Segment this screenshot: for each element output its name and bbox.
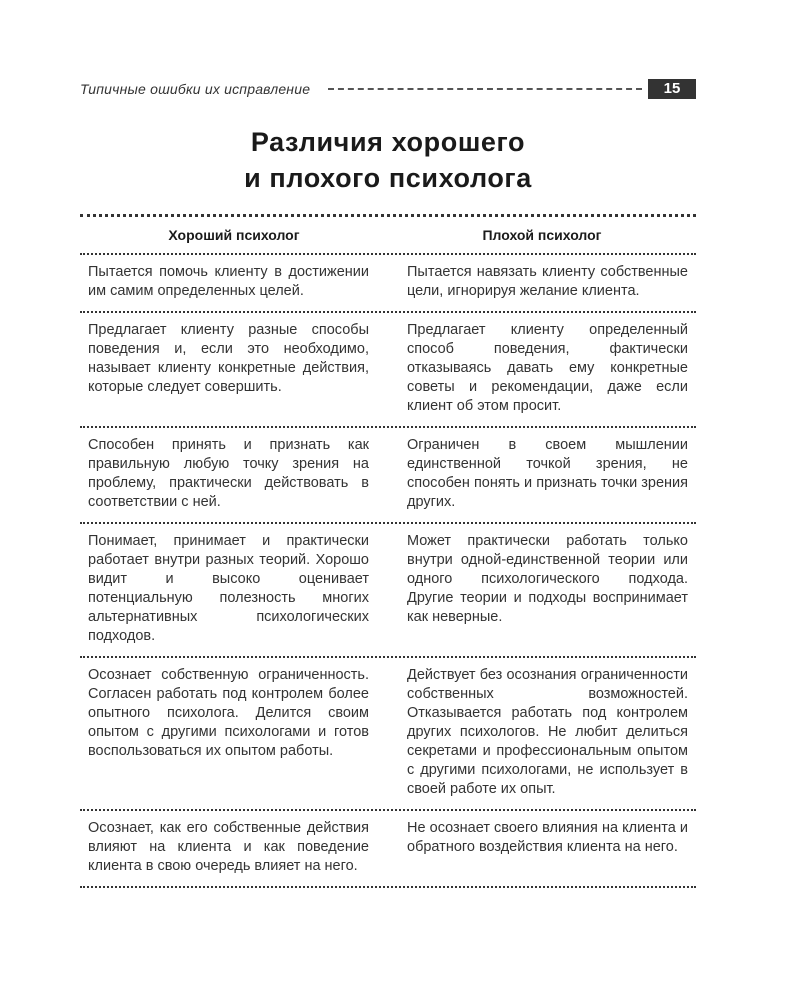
bad-psychologist-cell: Действует без осознания ограниченности собственных возможностей. Отказывается работать под контролем других психологов. Не любит делиться секретами и профессиональным опытом с другими психологами, не использует в своей работе их опыт. — [407, 667, 688, 797]
table-row — [80, 658, 696, 811]
table-header-row — [80, 217, 696, 255]
good-psychologist-cell: Предлагает клиенту разные способы поведения и, если это необходимо, называет клиенту конкретные действия, которые следует совершить. — [88, 322, 369, 395]
header-dashed-rule — [328, 88, 642, 90]
good-psychologist-cell: Осознает собственную ограниченность. Согласен работать под контролем более опытного психолога. Делится своим опытом с другими психологами и готов воспользоваться их опытом работы. — [88, 667, 369, 759]
page-title — [80, 124, 696, 196]
bad-psychologist-cell: Ограничен в своем мышлении единственной точкой зрения, не способен понять и признать точки зрения других. — [407, 437, 688, 510]
good-psychologist-cell: Понимает, принимает и практически работает внутри разных теорий. Хорошо видит и высоко оценивает потенциальную полезность многих альтернативных психологических подходов. — [88, 533, 369, 644]
table-row — [80, 313, 696, 428]
bad-psychologist-cell: Может практически работать только внутри одной-единственной теории или одного психологического подхода. Другие теории и подходы воспринимает как неверные. — [407, 533, 688, 625]
table-row — [80, 811, 696, 888]
page-number: 15 — [648, 79, 696, 99]
bad-psychologist-cell: Пытается навязать клиенту собственные цели, игнорируя желание клиента. — [407, 264, 688, 299]
comparison-table — [80, 214, 696, 888]
good-psychologist-cell: Осознает, как его собственные действия влияют на клиента и как поведение клиента в свою очередь влияет на него. — [88, 820, 369, 874]
column-header-good: Хороший психолог — [168, 227, 300, 243]
good-psychologist-cell: Способен принять и признать как правильную любую точку зрения на проблему, практически действовать в соответствии с ней. — [88, 437, 369, 510]
bad-psychologist-cell: Не осознает своего влияния на клиента и обратного воздействия клиента на него. — [407, 820, 688, 855]
table-row — [80, 255, 696, 313]
table-row — [80, 524, 696, 658]
running-header — [80, 78, 696, 100]
page-title-line2: и плохого психолога — [244, 163, 532, 193]
column-header-bad: Плохой психолог — [482, 227, 602, 243]
bad-psychologist-cell: Предлагает клиенту определенный способ поведения, фактически отказываясь давать ему конкретные советы и рекомендации, даже если клиент об этом просит. — [407, 322, 688, 414]
table-row — [80, 428, 696, 524]
page-title-line1: Различия хорошего — [250, 127, 526, 157]
running-title: Типичные ошибки их исправление — [80, 81, 311, 97]
good-psychologist-cell: Пытается помочь клиенту в достижении им самим определенных целей. — [88, 264, 369, 299]
